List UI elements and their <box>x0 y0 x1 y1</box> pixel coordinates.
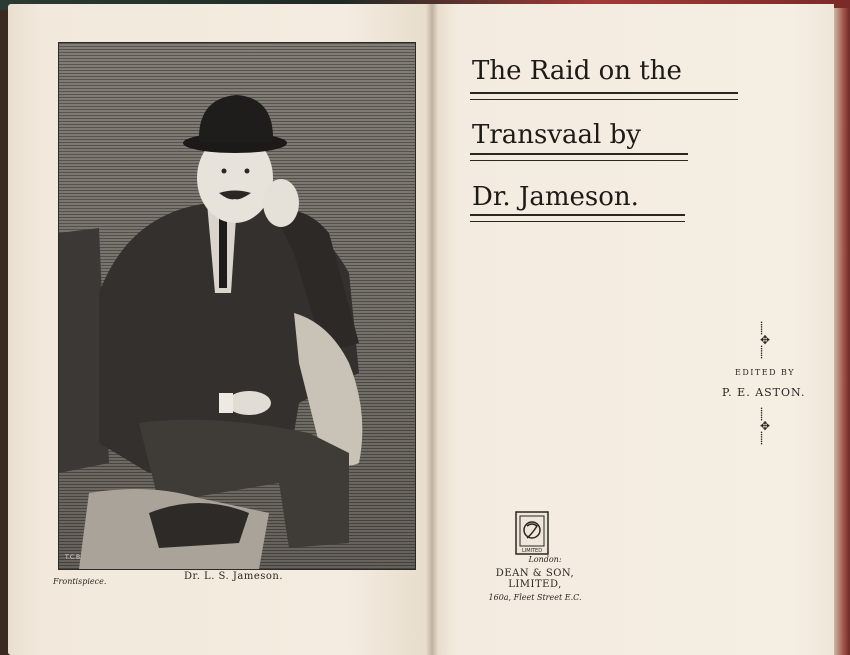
page-edge <box>834 8 850 655</box>
left-eye <box>222 169 227 174</box>
imprint-city: London: <box>528 555 562 564</box>
portrait-caption: Dr. L. S. Jameson. <box>184 571 284 582</box>
frontispiece-portrait-engraving <box>58 42 416 570</box>
book-gutter <box>426 4 438 655</box>
ornament-top: ⸽ ✥ ⸽ <box>760 321 771 359</box>
logo-text: LIMITED <box>521 548 543 554</box>
title-line-1: The Raid on the <box>472 56 682 86</box>
hand-on-knee <box>227 391 271 415</box>
top-hat-on-lap <box>149 503 249 548</box>
portrait-figure <box>59 43 415 569</box>
bowler-hat <box>199 95 273 143</box>
ornament-bottom: ⸽ ✥ ⸽ <box>760 407 771 445</box>
shirt-cuff <box>219 393 233 413</box>
frontispiece-label: Frontispiece. <box>53 577 107 586</box>
title-rule-2 <box>470 153 688 161</box>
title-rule-1 <box>470 92 738 100</box>
imprint-address: 160a, Fleet Street E.C. <box>488 593 582 602</box>
edited-by-label: EDITED BY <box>735 368 796 377</box>
title-rule-3 <box>470 214 685 222</box>
publisher-logo <box>512 508 552 558</box>
engraver-signature: T.C.B. <box>65 554 82 561</box>
right-eye <box>245 169 250 174</box>
title-line-3: Dr. Jameson. <box>472 182 639 212</box>
imprint <box>470 555 600 602</box>
title-line-2: Transvaal by <box>472 120 641 150</box>
necktie <box>219 218 227 288</box>
hand-at-chin <box>263 179 299 227</box>
imprint-publisher: DEAN & SON, LIMITED, <box>495 568 575 590</box>
editor-name: P. E. ASTON. <box>722 386 806 399</box>
